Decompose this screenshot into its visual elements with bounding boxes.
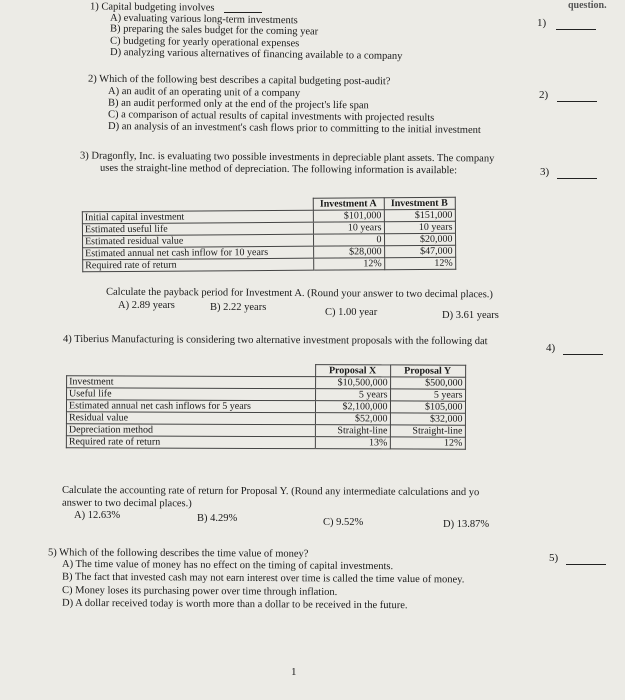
cell-investment-b: $20,000 <box>384 233 455 245</box>
table-row <box>66 436 465 449</box>
table-row <box>83 257 456 272</box>
question-2-number: 2) <box>539 89 549 101</box>
question-2-stem: 2) Which of the following best describes a capital budgeting post-audit? <box>87 73 391 88</box>
cell-investment-a: $101,000 <box>313 210 384 222</box>
cell-proposal-x: Straight-line <box>315 425 390 437</box>
cell-proposal-y: $105,000 <box>390 401 465 413</box>
question-4-answer-blank[interactable] <box>563 354 603 355</box>
question-3-prompt: Calculate the payback period for Investment A. (Round your answer to two decimal places.) <box>105 286 493 301</box>
question-1-answer-blank[interactable] <box>556 29 596 30</box>
cell-investment-b: $47,000 <box>384 245 455 257</box>
question-4-option-c[interactable]: C) 9.52% <box>323 517 364 528</box>
question-1-option-c[interactable]: C) budgeting for yearly operational expenses <box>109 35 300 50</box>
question-4-prompt-line-2: answer to two decimal places.) <box>61 497 192 510</box>
row-label: Estimated useful life <box>82 222 313 236</box>
table-row <box>66 424 465 437</box>
question-4-option-d[interactable]: D) 13.87% <box>443 519 490 530</box>
row-label: Investment <box>67 376 316 389</box>
cell-proposal-x: $2,100,000 <box>315 401 390 413</box>
cell-proposal-x: $10,500,000 <box>315 377 390 389</box>
question-5-number: 5) <box>549 552 559 564</box>
question-3-stem-line-2: uses the straight-line method of depreciation. The following information is available: <box>99 162 458 177</box>
question-5-stem: 5) Which of the following describes the time value of money? <box>47 547 309 560</box>
question-1-number: 1) <box>537 17 547 29</box>
row-label: Required rate of return <box>66 436 315 449</box>
cell-investment-a: 10 years <box>313 222 384 234</box>
table-row <box>66 412 465 425</box>
question-3-data-table <box>82 197 456 273</box>
cell-proposal-y: Straight-line <box>390 425 465 437</box>
question-3-option-a[interactable]: A) 2.89 years <box>118 300 175 311</box>
column-header-proposal-y: Proposal Y <box>390 365 465 377</box>
question-3-stem-line-1: 3) Dragonfly, Inc. is evaluating two possible investments in depreciable plant assets. The company <box>79 150 495 165</box>
cell-investment-a: 0 <box>313 234 384 246</box>
cell-investment-a: 12% <box>313 258 384 270</box>
question-2-option-b[interactable]: B) an audit performed only at the end of the project's life span <box>107 97 369 112</box>
cell-investment-b: $151,000 <box>384 209 455 221</box>
question-3-number: 3) <box>540 166 550 178</box>
question-1-inline-blank[interactable] <box>224 12 262 13</box>
question-4-option-b[interactable]: B) 4.29% <box>197 513 238 524</box>
question-5-answer-blank[interactable] <box>566 564 606 565</box>
question-2-option-c[interactable]: C) a comparison of actual results of capital investments with projected results <box>107 109 435 124</box>
question-5-option-a[interactable]: A) The time value of money has no effect on the timing of capital investments. <box>61 558 394 573</box>
question-3-answer-blank[interactable] <box>557 178 597 179</box>
column-header-investment-a: Investment A <box>313 198 384 210</box>
row-label: Required rate of return <box>83 258 314 272</box>
question-5-option-c[interactable]: C) Money loses its purchasing power over time through inflation. <box>61 585 338 598</box>
page-number: 1 <box>291 666 297 678</box>
cell-proposal-y: 5 years <box>390 389 465 401</box>
question-2-option-d[interactable]: D) an analysis of an investment's cash flows prior to committing to the initial investment <box>107 121 481 136</box>
row-label: Initial capital investment <box>82 210 313 224</box>
row-label: Estimated annual net cash inflows for 5 years <box>66 400 315 413</box>
cell-investment-b: 10 years <box>384 221 455 233</box>
column-header-investment-b: Investment B <box>384 197 455 209</box>
question-4-stem: 4) Tiberius Manufacturing is considering two alternative investment proposals with the following dat <box>62 333 488 348</box>
cell-proposal-x: 13% <box>315 437 390 449</box>
question-2-option-a[interactable]: A) an audit of an operating unit of a company <box>107 85 301 100</box>
row-label: Useful life <box>67 388 316 401</box>
row-label: Estimated annual net cash inflow for 10 years <box>83 246 314 260</box>
question-2-answer-blank[interactable] <box>557 101 597 102</box>
question-3-option-d[interactable]: D) 3.61 years <box>442 310 499 321</box>
question-4-option-a[interactable]: A) 12.63% <box>74 510 121 521</box>
column-header-proposal-x: Proposal X <box>315 365 390 377</box>
table-row <box>66 400 465 413</box>
cell-proposal-x: 5 years <box>315 389 390 401</box>
cell-proposal-x: $52,000 <box>315 413 390 425</box>
row-label: Estimated residual value <box>83 234 314 248</box>
question-1-option-d[interactable]: D) analyzing various alternatives of financing available to a company <box>109 46 403 63</box>
cell-proposal-y: $500,000 <box>390 377 465 389</box>
question-3-option-c[interactable]: C) 1.00 year <box>325 307 378 318</box>
question-5-option-b[interactable]: B) The fact that invested cash may not earn interest over time is called the time value of money. <box>61 571 465 586</box>
cell-investment-b: 12% <box>384 257 455 269</box>
row-label: Residual value <box>66 412 315 425</box>
question-1-option-b[interactable]: B) preparing the sales budget for the coming year <box>109 23 319 38</box>
cell-investment-a: $28,000 <box>313 246 384 258</box>
cell-proposal-y: $32,000 <box>390 413 465 425</box>
question-4-number: 4) <box>546 342 556 354</box>
cell-proposal-y: 12% <box>390 437 465 449</box>
question-3-option-b[interactable]: B) 2.22 years <box>210 302 267 313</box>
header-fragment: question. <box>568 0 607 11</box>
row-label: Depreciation method <box>66 424 315 437</box>
question-1-option-a[interactable]: A) evaluating various long-term investments <box>109 12 298 27</box>
question-4-prompt-line-1: Calculate the accounting rate of return for Proposal Y. (Round any intermediate calculations and yo <box>61 484 480 499</box>
question-4-data-table <box>66 363 466 449</box>
question-5-option-d[interactable]: D) A dollar received today is worth more than a dollar to be received in the future. <box>61 597 408 612</box>
question-1-stem: 1) Capital budgeting involves <box>89 1 215 14</box>
